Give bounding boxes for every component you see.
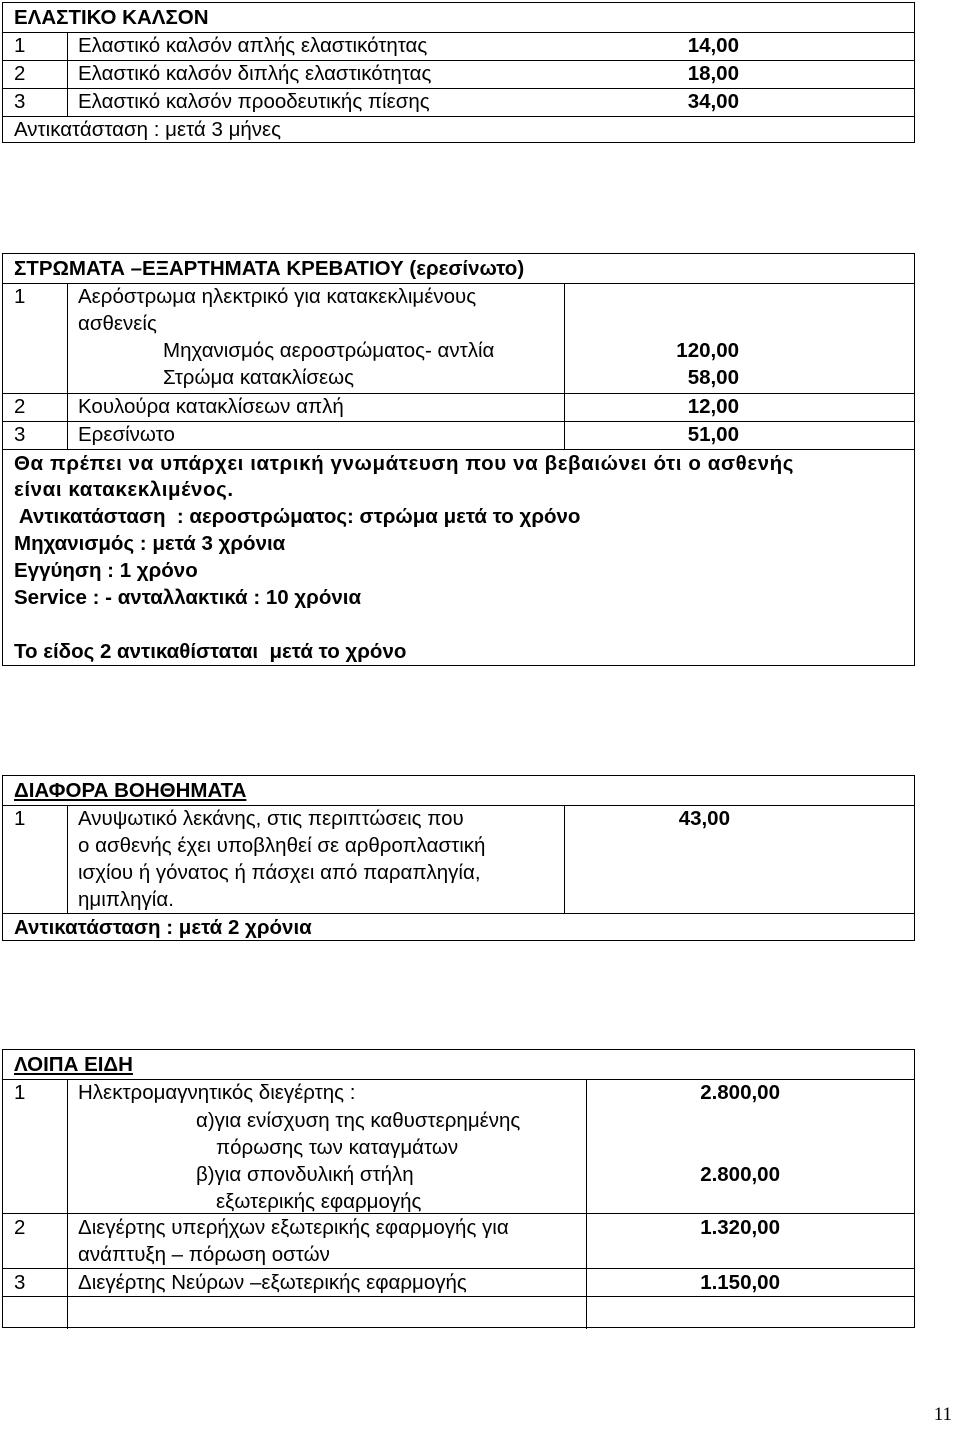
item-description: ημιπληγία.: [78, 888, 174, 911]
elastic-stockings-table: [2, 2, 915, 143]
section-title: ΛΟΙΠΑ ΕΙΔΗ: [14, 1053, 133, 1076]
replacement-note: Αντικατάσταση : μετά 3 μήνες: [14, 118, 282, 141]
item-price: 14,00: [687, 34, 739, 57]
item-price: 58,00: [687, 366, 739, 389]
item-number: 3: [14, 423, 26, 446]
sub-item: α)για ενίσχυση της καθυστερημένης: [196, 1109, 521, 1132]
note-line: Θα πρέπει να υπάρχει ιατρική γνωμάτευση που να βεβαιώνει ότι ο ασθενής: [14, 452, 795, 475]
item-price: 2.800,00: [700, 1163, 780, 1186]
item-price: 120,00: [676, 339, 739, 362]
mattress-table: [2, 253, 915, 666]
item-description: Αερόστρωμα ηλεκτρικό για κατακεκλιμένους: [78, 285, 477, 308]
note-line: Αντικατάσταση : αεροστρώματος: στρώμα μετά το χρόνο: [14, 505, 581, 528]
item-description: ανάπτυξη – πόρωση οστών: [78, 1243, 330, 1266]
item-description: ασθενείς: [78, 312, 157, 335]
item-price: 1.320,00: [700, 1216, 780, 1239]
section-title: ΔΙΑΦΟΡΑ ΒΟΗΘΗΜΑΤΑ: [14, 779, 247, 802]
item-price: 18,00: [687, 62, 739, 85]
misc-aids-table: [2, 775, 915, 941]
item-number: 2: [14, 395, 26, 418]
item-description: Ηλεκτρομαγνητικός διεγέρτης :: [78, 1081, 356, 1104]
note-line: Μηχανισμός : μετά 3 χρόνια: [14, 532, 286, 555]
item-price: 51,00: [687, 423, 739, 446]
item-description: Ερεσίνωτο: [78, 423, 175, 446]
item-price: 1.150,00: [700, 1271, 780, 1294]
item-description: Διεγέρτης Νεύρων –εξωτερικής εφαρμογής: [78, 1271, 467, 1294]
item-number: 1: [14, 285, 26, 308]
note-line: Το είδος 2 αντικαθίσταται μετά το χρόνο: [14, 640, 407, 663]
item-description: ισχίου ή γόνατος ή πάσχει από παραπληγία,: [78, 861, 481, 884]
note-line: Εγγύηση : 1 χρόνο: [14, 559, 198, 582]
item-price: 43,00: [678, 807, 730, 830]
sub-item: Στρώμα κατακλίσεως: [163, 366, 355, 389]
item-price: 2.800,00: [700, 1081, 780, 1104]
sub-item: β)για σπονδυλική στήλη: [196, 1163, 414, 1186]
item-description: Ελαστικό καλσόν προοδευτικής πίεσης: [78, 90, 430, 113]
item-description: Κουλούρα κατακλίσεων απλή: [78, 395, 344, 418]
item-description: Ανυψωτικό λεκάνης, στις περιπτώσεις που: [78, 807, 464, 830]
item-description: Διεγέρτης υπερήχων εξωτερικής εφαρμογής για: [78, 1216, 509, 1239]
section-title: ΣΤΡΩΜΑΤΑ –ΕΞΑΡΤΗΜΑΤΑ ΚΡΕΒΑΤΙΟΥ (ερεσίνωτο): [14, 257, 525, 280]
item-number: 1: [14, 34, 26, 57]
sub-item: εξωτερικής εφαρμογής: [216, 1190, 422, 1213]
item-description: Ελαστικό καλσόν απλής ελαστικότητας: [78, 34, 428, 57]
item-description: Ελαστικό καλσόν διπλής ελαστικότητας: [78, 62, 432, 85]
note-line: είναι κατακεκλιμένος.: [14, 478, 234, 501]
item-number: 2: [14, 1216, 26, 1239]
item-number: 1: [14, 807, 26, 830]
sub-item: Μηχανισμός αεροστρώματος- αντλία: [163, 339, 495, 362]
item-price: 34,00: [687, 90, 739, 113]
sub-item: πόρωσης των καταγμάτων: [216, 1136, 459, 1159]
section-title: ΕΛΑΣΤΙΚΟ ΚΑΛΣΟΝ: [14, 6, 209, 29]
item-number: 1: [14, 1081, 26, 1104]
replacement-note: Αντικατάσταση : μετά 2 χρόνια: [14, 916, 312, 939]
item-price: 12,00: [687, 395, 739, 418]
page-number: 11: [933, 1404, 952, 1425]
item-number: 3: [14, 90, 26, 113]
item-number: 3: [14, 1271, 26, 1294]
note-line: Service : - ανταλλακτικά : 10 χρόνια: [14, 586, 362, 609]
item-number: 2: [14, 62, 26, 85]
item-description: ο ασθενής έχει υποβληθεί σε αρθροπλαστική: [78, 834, 486, 857]
other-items-table: [2, 1049, 915, 1328]
